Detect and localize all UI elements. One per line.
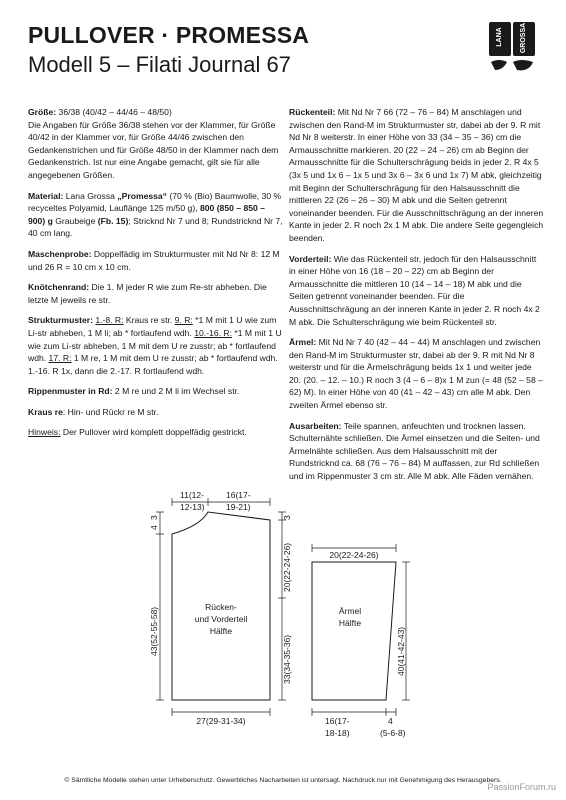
size-text: Die Angaben für Größe 36/38 stehen vor der Klammer, für Größe 40/42 in der Klammer vor, für Größe 44/46 zwischen den Gedankenstrichen und für Größe 48/50 in der Klammer nach dem Gedankenstrich. Ist nur eine Angabe gemacht, gilt sie für alle angegebenen Größen. xyxy=(28,119,279,180)
garter-text: : Hin- und Rückr re M str. xyxy=(62,406,159,417)
rib-text: 2 M re und 2 M li im Wechsel str. xyxy=(112,386,240,397)
pattern-text-3: *1 M mit 1 U wie zum Li-str abheben, 1 M mit dem U re zusstr; ab * fortlaufend wdh. xyxy=(28,327,282,364)
sleeve-label-2: Hälfte xyxy=(338,618,362,628)
gauge-label: Maschenprobe: xyxy=(28,248,92,259)
selvage-text: Die 1. M jeder R wie zum Re-str abheben. Die letzte M jeweils re str. xyxy=(28,282,267,305)
pattern-text-1: Kraus re str. xyxy=(123,315,175,326)
body-label-2: und Vorderteil xyxy=(194,614,248,624)
neck-width-label-2: 12-13) xyxy=(180,502,205,512)
sleeve-top-label: 20(22-24-26) xyxy=(329,550,379,560)
note-section xyxy=(28,426,284,439)
page-title: PULLOVER · PROMESSA xyxy=(28,22,310,48)
sleeve-increase-label-2: (5-6-8) xyxy=(380,728,406,738)
material-yarn: „Promessa“ xyxy=(117,190,168,201)
shoulder-width-label-1: 16(17- xyxy=(226,490,251,500)
svg-text:LANA: LANA xyxy=(496,27,503,47)
sleeve-outline xyxy=(312,562,396,700)
body-width-label: 27(29-31-34) xyxy=(196,716,246,726)
rib-label: Rippenmuster in Rd: xyxy=(28,386,113,397)
garter-section xyxy=(28,406,284,419)
armhole-height-label: 20(22-24-26) xyxy=(282,542,292,592)
material-text-3: Graubeige xyxy=(52,215,98,226)
body-height-label: 43(52-55-58) xyxy=(150,606,159,656)
svg-text:GROSSA: GROSSA xyxy=(520,22,527,54)
neck-width-label-1: 11(12- xyxy=(180,490,204,500)
shoulder-width-label-2: 19-21) xyxy=(226,502,251,512)
front-text: Wie das Rückenteil str, jedoch für den Halsausschnitt in einer Höhe von 16 (18 – 20 – 22) cm ab Beginn der Armausschnitte die mittleren 10 (14 – 14 – 18) M abk und die Seiten getrennt voneinander beenden. Für die Ausschnittschrägung an der inneren Kante in jeder 2. R noch 4x 2 M abk. Die Schulterschrägung wie beim Rückenteil str. xyxy=(289,253,540,327)
selvage-section xyxy=(28,281,284,306)
pattern-rows-1: 1.-8. R: xyxy=(95,315,124,326)
material-color: (Fb. 15) xyxy=(97,215,129,226)
pattern-text-4: 1 M re, 1 M mit dem U re zusstr; ab * fortlaufend wdh. 1.-16. R 1x, dann die 2.-17. R fortlaufend wdh. xyxy=(28,353,278,376)
garter-label: Kraus re xyxy=(28,406,63,417)
finishing-section xyxy=(289,420,545,483)
sleeve-increase-label-1: 4 xyxy=(388,716,393,726)
back-label: Rückenteil: xyxy=(289,107,336,117)
body-label-1: Rücken- xyxy=(205,602,237,612)
material-amount: 800 (850 – 850 – 900) g xyxy=(28,203,265,226)
material-section xyxy=(28,190,284,240)
finishing-label: Ausarbeiten: xyxy=(289,420,342,431)
copyright-footer: © Sämtliche Modelle stehen unter Urheberschutz. Gewerbliches Nacharbeiten ist untersagt. Nachdruck nur mit Genehmigung des Herausgebers. xyxy=(64,777,502,784)
note-label: Hinweis: xyxy=(28,427,61,438)
pattern-rows-2: 9. R: xyxy=(174,315,193,326)
front-section xyxy=(289,253,545,329)
gauge-section xyxy=(28,248,284,273)
pattern-text-2: *1 M mit 1 U wie zum Li-str abheben, 1 M li; ab * fortlaufend wdh. xyxy=(28,315,277,338)
material-text-1: Lana Grossa xyxy=(63,190,118,201)
front-label: Vorderteil: xyxy=(289,253,332,264)
sleeve-section xyxy=(289,336,545,412)
page-subtitle: Modell 5 – Filati Journal 67 xyxy=(28,52,291,77)
size-label: Größe: xyxy=(28,107,57,117)
lana-grossa-logo xyxy=(487,20,537,76)
pattern-rows-3: 10.-16. R: xyxy=(194,327,232,338)
neck-depth-label-2: 3 xyxy=(150,515,159,520)
back-text: Mit Nd Nr 7 66 (72 – 76 – 84) M anschlagen und zwischen den Rand-M im Strukturmuster str, dabei ab der 9. R mit Nd Nr 8 weiterstr. In einer Höhe von 33 (34 – 35 – 36) cm die Armausschnitte markieren. 20 (22 – 24 – 26) cm ab Beginn der Armausschnitte für die Schulterschrägung beids in jeder 2. R 4x 5 (3x 5 und 1x 6 – 1x 5 und 3x 6 – 3x 6 und 1x 7) M abk, gleichzeitig mit Beginn der Schulterschrägung für den Halsausschnitt die mittleren 22 (26 – 26 – 30) M abk und die Seiten getrennt voneinander beenden. Für die Ausschnittschrägung an der inneren Kante in jeder 2. R noch 2x 1 M abk. Die andere Seite gegengleich beenden. xyxy=(289,107,544,243)
sleeve-bottom-label-1: 16(17- xyxy=(325,716,350,726)
sleeve-label: Ärmel: xyxy=(289,337,317,348)
material-label: Material: xyxy=(28,190,64,201)
finishing-text: Teile spannen, anfeuchten und trocknen lassen. Schulternähte schließen. Die Ärmel einsetzen und die Seiten- und Ärmelnähte schließen. Aus dem Halsausschnitt mit der Rundstricknd ca. 68 (76 – 76 – 84) M auffassen, zur Rd schließen und im Rippenmuster 3 cm str. Alle M abk. Alle Fäden vernähen. xyxy=(289,420,540,482)
gauge-text: Doppelfädig im Strukturmuster mit Nd Nr 8: 12 M und 26 R = 10 cm x 10 cm. xyxy=(28,248,280,272)
rib-section xyxy=(28,385,284,398)
pattern-section xyxy=(28,314,284,377)
side-height-label: 33(34-35-36) xyxy=(282,634,292,684)
material-text-2: (70 % (Bio) Baumwolle, 30 % recyceltes Polyamid, Lauflänge 125 m/50 g), xyxy=(28,190,282,214)
sleeve-text: Mit Nd Nr 7 40 (42 – 44 – 44) M anschlagen und zwischen den Rand-M im Strukturmuster str, dabei ab der 9. R mit Nd Nr 8 weiterstr und für die Ärmelschrägung beids 1x 1 und weiter jede 20. (20. – 12. – 10.) R noch 3 (4 – 6 – 8)x 1 M zun (= 48 (52 – 58 – 62) M). In einer Höhe von 40 (41 – 42 – 43) cm alle M abk. Den zweiten Ärmel ebenso str. xyxy=(289,337,543,411)
selvage-label: Knötchenrand: xyxy=(28,282,90,293)
sleeve-bottom-label-2: 18-18) xyxy=(325,728,350,738)
pattern-rows-4: 17. R: xyxy=(48,353,72,364)
size-value: 36/38 (40/42 – 44/46 – 48/50) xyxy=(56,107,172,117)
body-label-3: Hälfte xyxy=(209,626,233,636)
size-section xyxy=(28,106,284,182)
back-section xyxy=(289,106,545,245)
note-text: Der Pullover wird komplett doppelfädig gestrickt. xyxy=(60,427,247,438)
shoulder-drop-label: 3 xyxy=(282,515,292,520)
left-column xyxy=(28,106,284,447)
watermark: PassionForum.ru xyxy=(487,782,556,792)
pattern-label: Strukturmuster: xyxy=(28,315,93,326)
material-text-4: ; Stricknd Nr 7 und 8; Rundstricknd Nr 7, 40 cm lang. xyxy=(28,215,283,239)
sleeve-label-1: Ärmel xyxy=(338,606,362,616)
right-column xyxy=(289,106,545,491)
schematic-diagram xyxy=(150,486,410,751)
sleeve-height-label: 40(41-42-43) xyxy=(396,626,406,676)
neck-depth-label: 4 xyxy=(150,525,159,530)
